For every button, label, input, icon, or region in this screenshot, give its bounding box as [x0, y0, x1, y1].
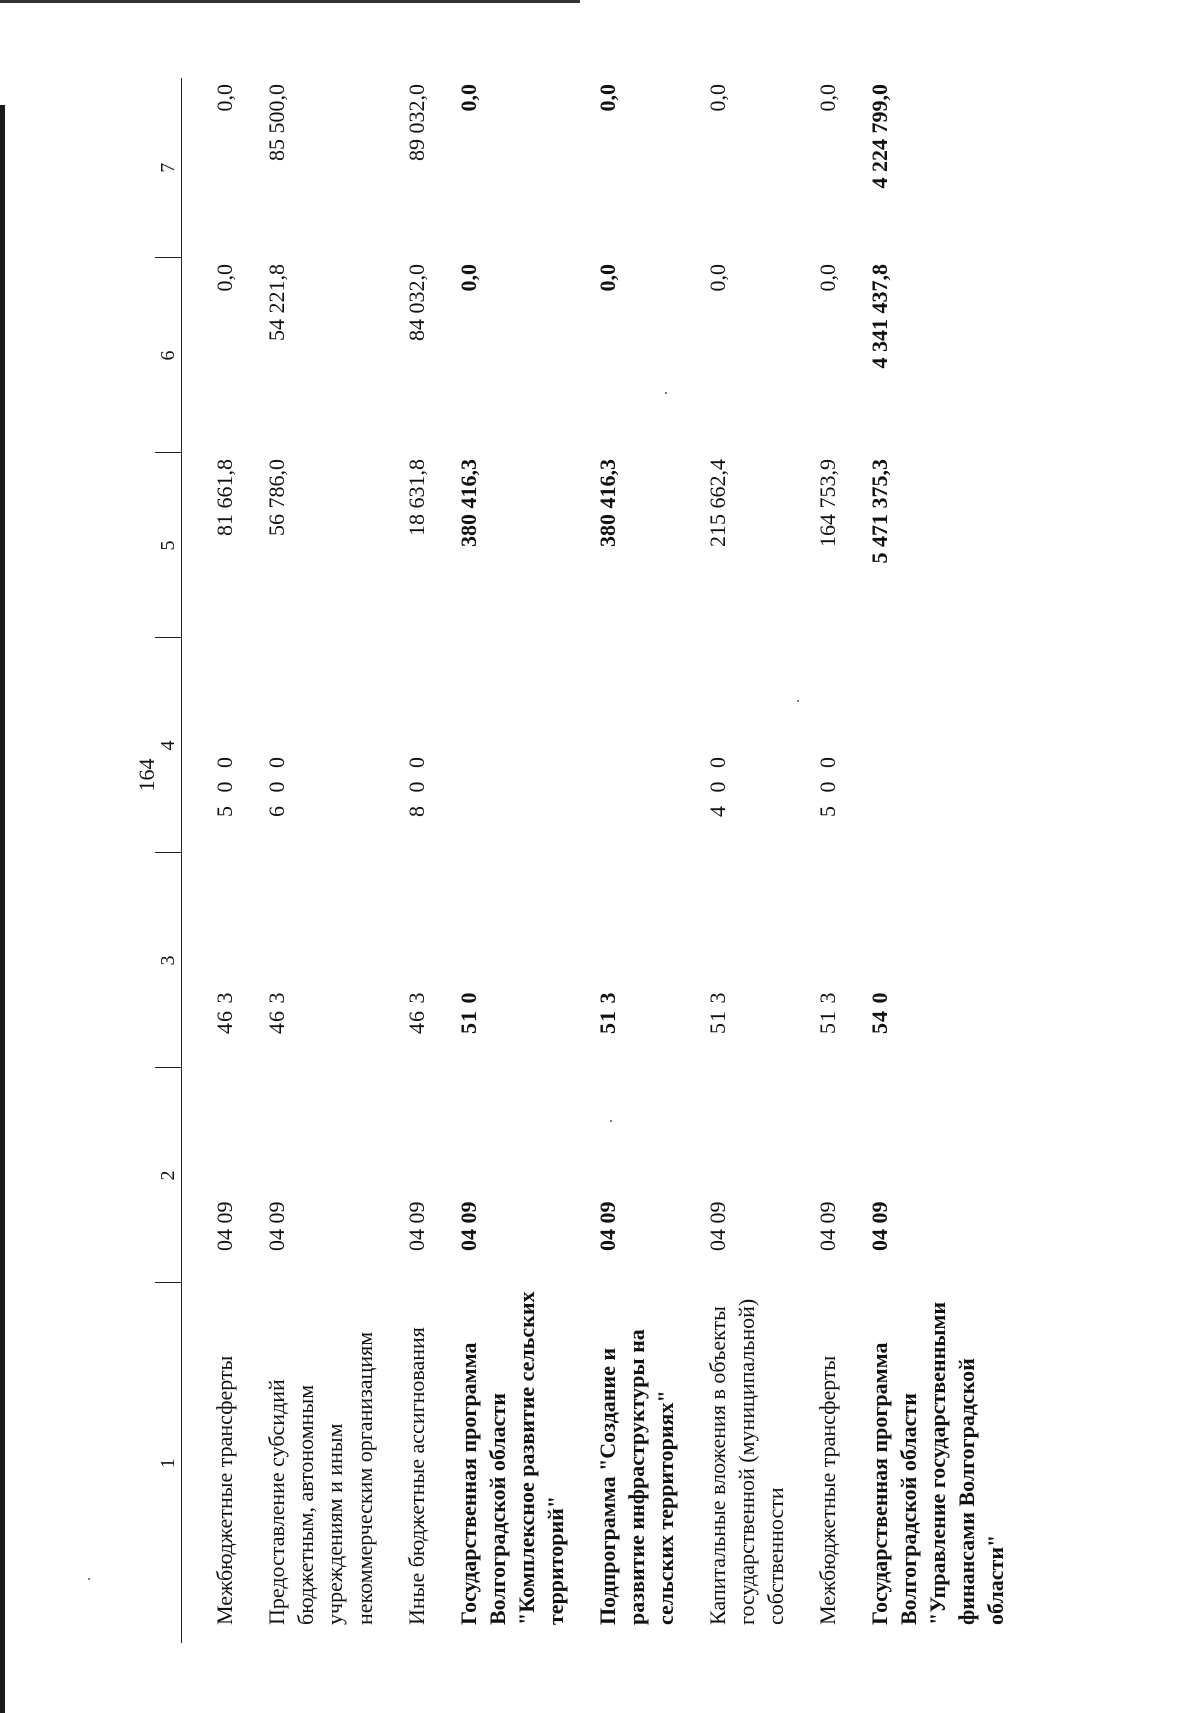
amount-col-5: 81 661,8 — [212, 459, 238, 536]
program-code: 51 3 — [594, 991, 620, 1034]
amount-col-7: 0,0 — [594, 84, 620, 112]
section-code: 04 09 — [814, 1201, 840, 1251]
budget-table — [155, 78, 1028, 1643]
amount-col-5: 56 786,0 — [264, 459, 290, 536]
rotated-content — [120, 55, 1160, 1655]
program-code: 46 3 — [212, 991, 238, 1034]
amount-col-5: 164 753,9 — [814, 459, 840, 547]
amount-col-6: 0,0 — [455, 264, 481, 292]
expense-type-code: 5 0 0 — [814, 753, 840, 817]
amount-col-6: 0,0 — [814, 264, 840, 292]
table-row — [449, 78, 588, 1643]
expense-type-code — [449, 638, 588, 853]
amount-col-7: 0,0 — [704, 84, 730, 112]
amount-col-6: 0,0 — [594, 264, 620, 292]
program-code: 51 3 — [704, 991, 730, 1034]
amount-col-5: 380 416,3 — [455, 459, 481, 547]
row-name: Государственная программа Волгоградской области "Управление государственными финансами Волгоградской области" — [866, 1301, 1009, 1625]
row-name: Подпрограмма "Создание и развитие инфраструктуры на сельских территориях" — [594, 1329, 678, 1625]
column-header-4: 4 — [155, 638, 182, 853]
row-name: Межбюджетные трансферты — [212, 1355, 238, 1625]
row-name: Иные бюджетные ассигнования — [403, 1327, 429, 1625]
amount-col-5: 5 471 375,3 — [866, 459, 892, 564]
amount-col-6: 54 221,8 — [264, 264, 290, 341]
table-header-row — [155, 78, 182, 1643]
column-header-5: 5 — [155, 453, 182, 638]
row-name: Межбюджетные трансферты — [814, 1355, 840, 1625]
table-row — [808, 78, 860, 1643]
amount-col-5: 18 631,8 — [403, 459, 429, 536]
table-row — [588, 78, 698, 1643]
section-code: 04 09 — [264, 1201, 290, 1251]
amount-col-5: 215 662,4 — [704, 459, 730, 547]
expense-type-code: 5 0 0 — [212, 753, 238, 817]
column-header-3: 3 — [155, 853, 182, 1068]
table-row — [397, 78, 449, 1643]
amount-col-7: 0,0 — [212, 84, 238, 112]
program-code: 54 0 — [866, 991, 892, 1034]
amount-col-6: 0,0 — [704, 264, 730, 292]
scan-speck — [88, 1578, 90, 1580]
section-code: 04 09 — [704, 1201, 730, 1251]
table-row — [698, 78, 808, 1643]
section-code: 04 09 — [455, 1201, 481, 1251]
amount-col-6: 4 341 437,8 — [866, 264, 892, 369]
row-name: Капитальные вложения в объекты государственной (муниципальной) собственности — [704, 1298, 788, 1625]
expense-type-code: 6 0 0 — [264, 753, 290, 817]
scan-border-top — [0, 0, 580, 3]
section-code: 04 09 — [866, 1201, 892, 1251]
program-code: 51 3 — [814, 991, 840, 1034]
amount-col-6: 0,0 — [212, 264, 238, 292]
amount-col-7: 0,0 — [814, 84, 840, 112]
column-header-6: 6 — [155, 258, 182, 453]
expense-type-code: 8 0 0 — [403, 753, 429, 817]
section-code: 04 09 — [594, 1201, 620, 1251]
section-code: 04 09 — [212, 1201, 238, 1251]
page-number: 164 — [134, 758, 159, 792]
table-row — [182, 78, 258, 1643]
program-code: 51 0 — [455, 991, 481, 1034]
amount-col-7: 89 032,0 — [403, 84, 429, 161]
column-header-1: 1 — [155, 1283, 182, 1643]
amount-col-7: 0,0 — [455, 84, 481, 112]
column-header-7: 7 — [155, 78, 182, 258]
row-name: Государственная программа Волгоградской области "Комплексное развитие сельских территорий" — [455, 1291, 568, 1625]
expense-type-code — [860, 638, 1028, 853]
scan-border-left — [0, 105, 5, 1713]
expense-type-code: 4 0 0 — [704, 753, 730, 817]
section-code: 04 09 — [403, 1201, 429, 1251]
column-header-2: 2 — [155, 1068, 182, 1283]
amount-col-7: 85 500,0 — [264, 84, 290, 161]
row-name: Предоставление субсидий бюджетным, автономным учреждениям и иным некоммерческим организациям — [264, 1331, 377, 1625]
table-row — [860, 78, 1028, 1643]
table-row — [257, 78, 396, 1643]
amount-col-6: 84 032,0 — [403, 264, 429, 341]
program-code: 46 3 — [403, 991, 429, 1034]
program-code: 46 3 — [264, 991, 290, 1034]
amount-col-5: 380 416,3 — [594, 459, 620, 547]
expense-type-code — [588, 638, 698, 853]
amount-col-7: 4 224 799,0 — [866, 84, 892, 189]
